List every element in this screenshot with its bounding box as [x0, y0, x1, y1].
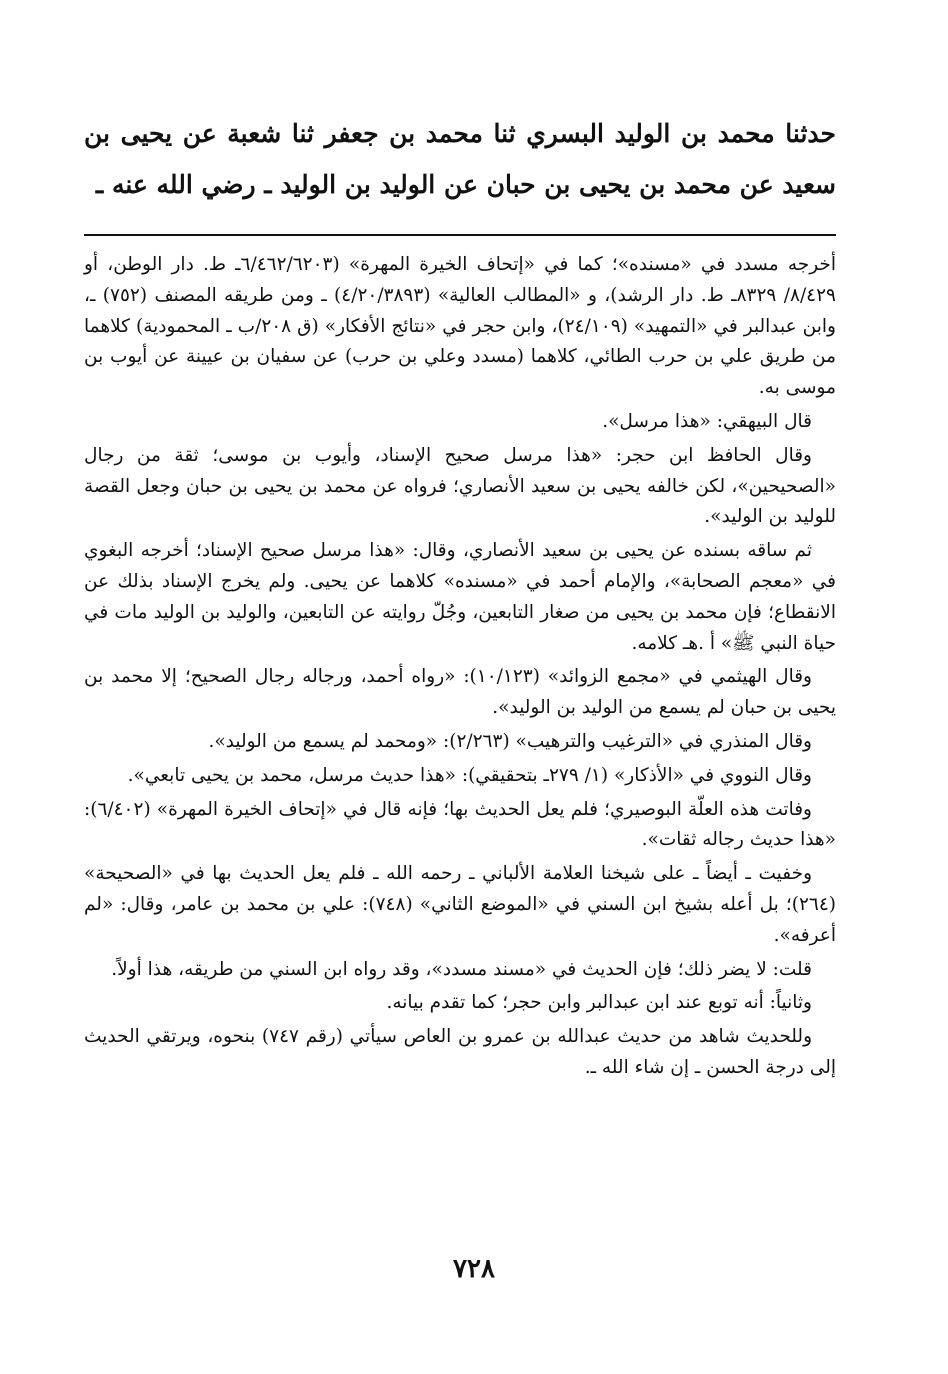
main-hadith-text: حدثنا محمد بن الوليد البسري ثنا محمد بن جعفر ثنا شعبة عن يحيى بن سعيد عن محمد بن يحيى بن حبان عن الوليد بن الوليد ـ رضي الله عنه ـ	[84, 119, 836, 199]
footnote-paragraph: أخرجه مسدد في «مسنده»؛ كما في «إتحاف الخيرة المهرة» (٦/٤٦٢/٦٢٠٣ـ ط. دار الوطن، أو ٨/٤٢٩/ ٨٣٢٩ـ ط. دار الرشد)، و «المطالب العالية» (٤/٢٠/٣٨٩٣) ـ ومن طريقه المصنف (٧٥٢) ـ، وابن عبدالبر في «التمهيد» (٢٤/١٠٩)، وابن حجر في «نتائج الأفكار» (ق ٢٠٨/ب ـ المحمودية) كلاهما من طريق علي بن حرب الطائي، كلاهما (مسدد وعلي بن حرب) عن سفيان بن عيينة عن أيوب بن موسى به.	[84, 254, 836, 399]
footnote-paragraph: وقال النووي في «الأذكار» (١/ ٢٧٩ـ بتحقيقي): «هذا حديث مرسل، محمد بن يحيى تابعي».	[127, 764, 812, 786]
footnote-paragraph: قال البيهقي: «هذا مرسل».	[602, 410, 812, 432]
footnote-paragraph: وفاتت هذه العلّة البوصيري؛ فلم يعل الحديث بها؛ فإنه قال في «إتحاف الخيرة المهرة» (٦/٤٠٢): «هذا حديث رجاله ثقات».	[84, 798, 836, 851]
footnote-paragraph: قلت: لا يضر ذلك؛ فإن الحديث في «مسند مسدد»، وقد رواه ابن السني من طريقه، هذا أولاً.	[111, 958, 812, 980]
footnote-paragraph: وقال المنذري في «الترغيب والترهيب» (٢/٢٦٣): «ومحمد لم يسمع من الوليد».	[208, 730, 812, 752]
footnote-paragraph: ثم ساقه بسنده عن يحيى بن سعيد الأنصاري، وقال: «هذا مرسل صحيح الإسناد؛ أخرجه البغوي في «معجم الصحابة»، والإمام أحمد في «مسنده» كلاهما عن يحيى. ولم يخرج الإسناد بذلك عن الانقطاع؛ فإن محمد بن يحيى من صغار التابعين، وجُلّ روايته عن التابعين، والوليد بن الوليد مات في حياة النبي ﷺ» أ .هـ كلامه.	[84, 540, 836, 654]
footnote-paragraph: وقال الحافظ ابن حجر: «هذا مرسل صحيح الإسناد، وأيوب بن موسى؛ ثقة من رجال «الصحيحين»، لكن خالفه يحيى بن سعيد الأنصاري؛ فرواه عن محمد بن يحيى بن حبان وجعل القصة للوليد بن الوليد».	[84, 444, 836, 528]
footnote-paragraph: وقال الهيثمي في «مجمع الزوائد» (١٠/١٢٣): «رواه أحمد، ورجاله رجال الصحيح؛ إلا محمد بن يحيى بن حبان لم يسمع من الوليد بن الوليد».	[84, 666, 836, 719]
page-content	[84, 108, 836, 1087]
page-number: ٧٢٨	[453, 1254, 495, 1284]
footnote-paragraph: وللحديث شاهد من حديث عبدالله بن عمرو بن العاص سيأتي (رقم ٧٤٧) بنحوه، ويرتقي الحديث إلى درجة الحسن ـ إن شاء الله ـ.	[84, 1026, 836, 1078]
footnotes	[84, 250, 836, 1084]
footnote-divider	[84, 234, 836, 236]
footnote-paragraph: وثانياً: أنه توبع عند ابن عبدالبر وابن حجر؛ كما تقدم بيانه.	[386, 992, 812, 1014]
footnote-paragraph: وخفيت ـ أيضاً ـ على شيخنا العلامة الألباني ـ رحمه الله ـ فلم يعل الحديث بها في «الصحيحة» (٢٦٤)؛ بل أعله بشيخ ابن السني في «الموضع الثاني» (٧٤٨): علي بن محمد بن عامر، وقال: «لم أعرفه».	[84, 863, 836, 946]
